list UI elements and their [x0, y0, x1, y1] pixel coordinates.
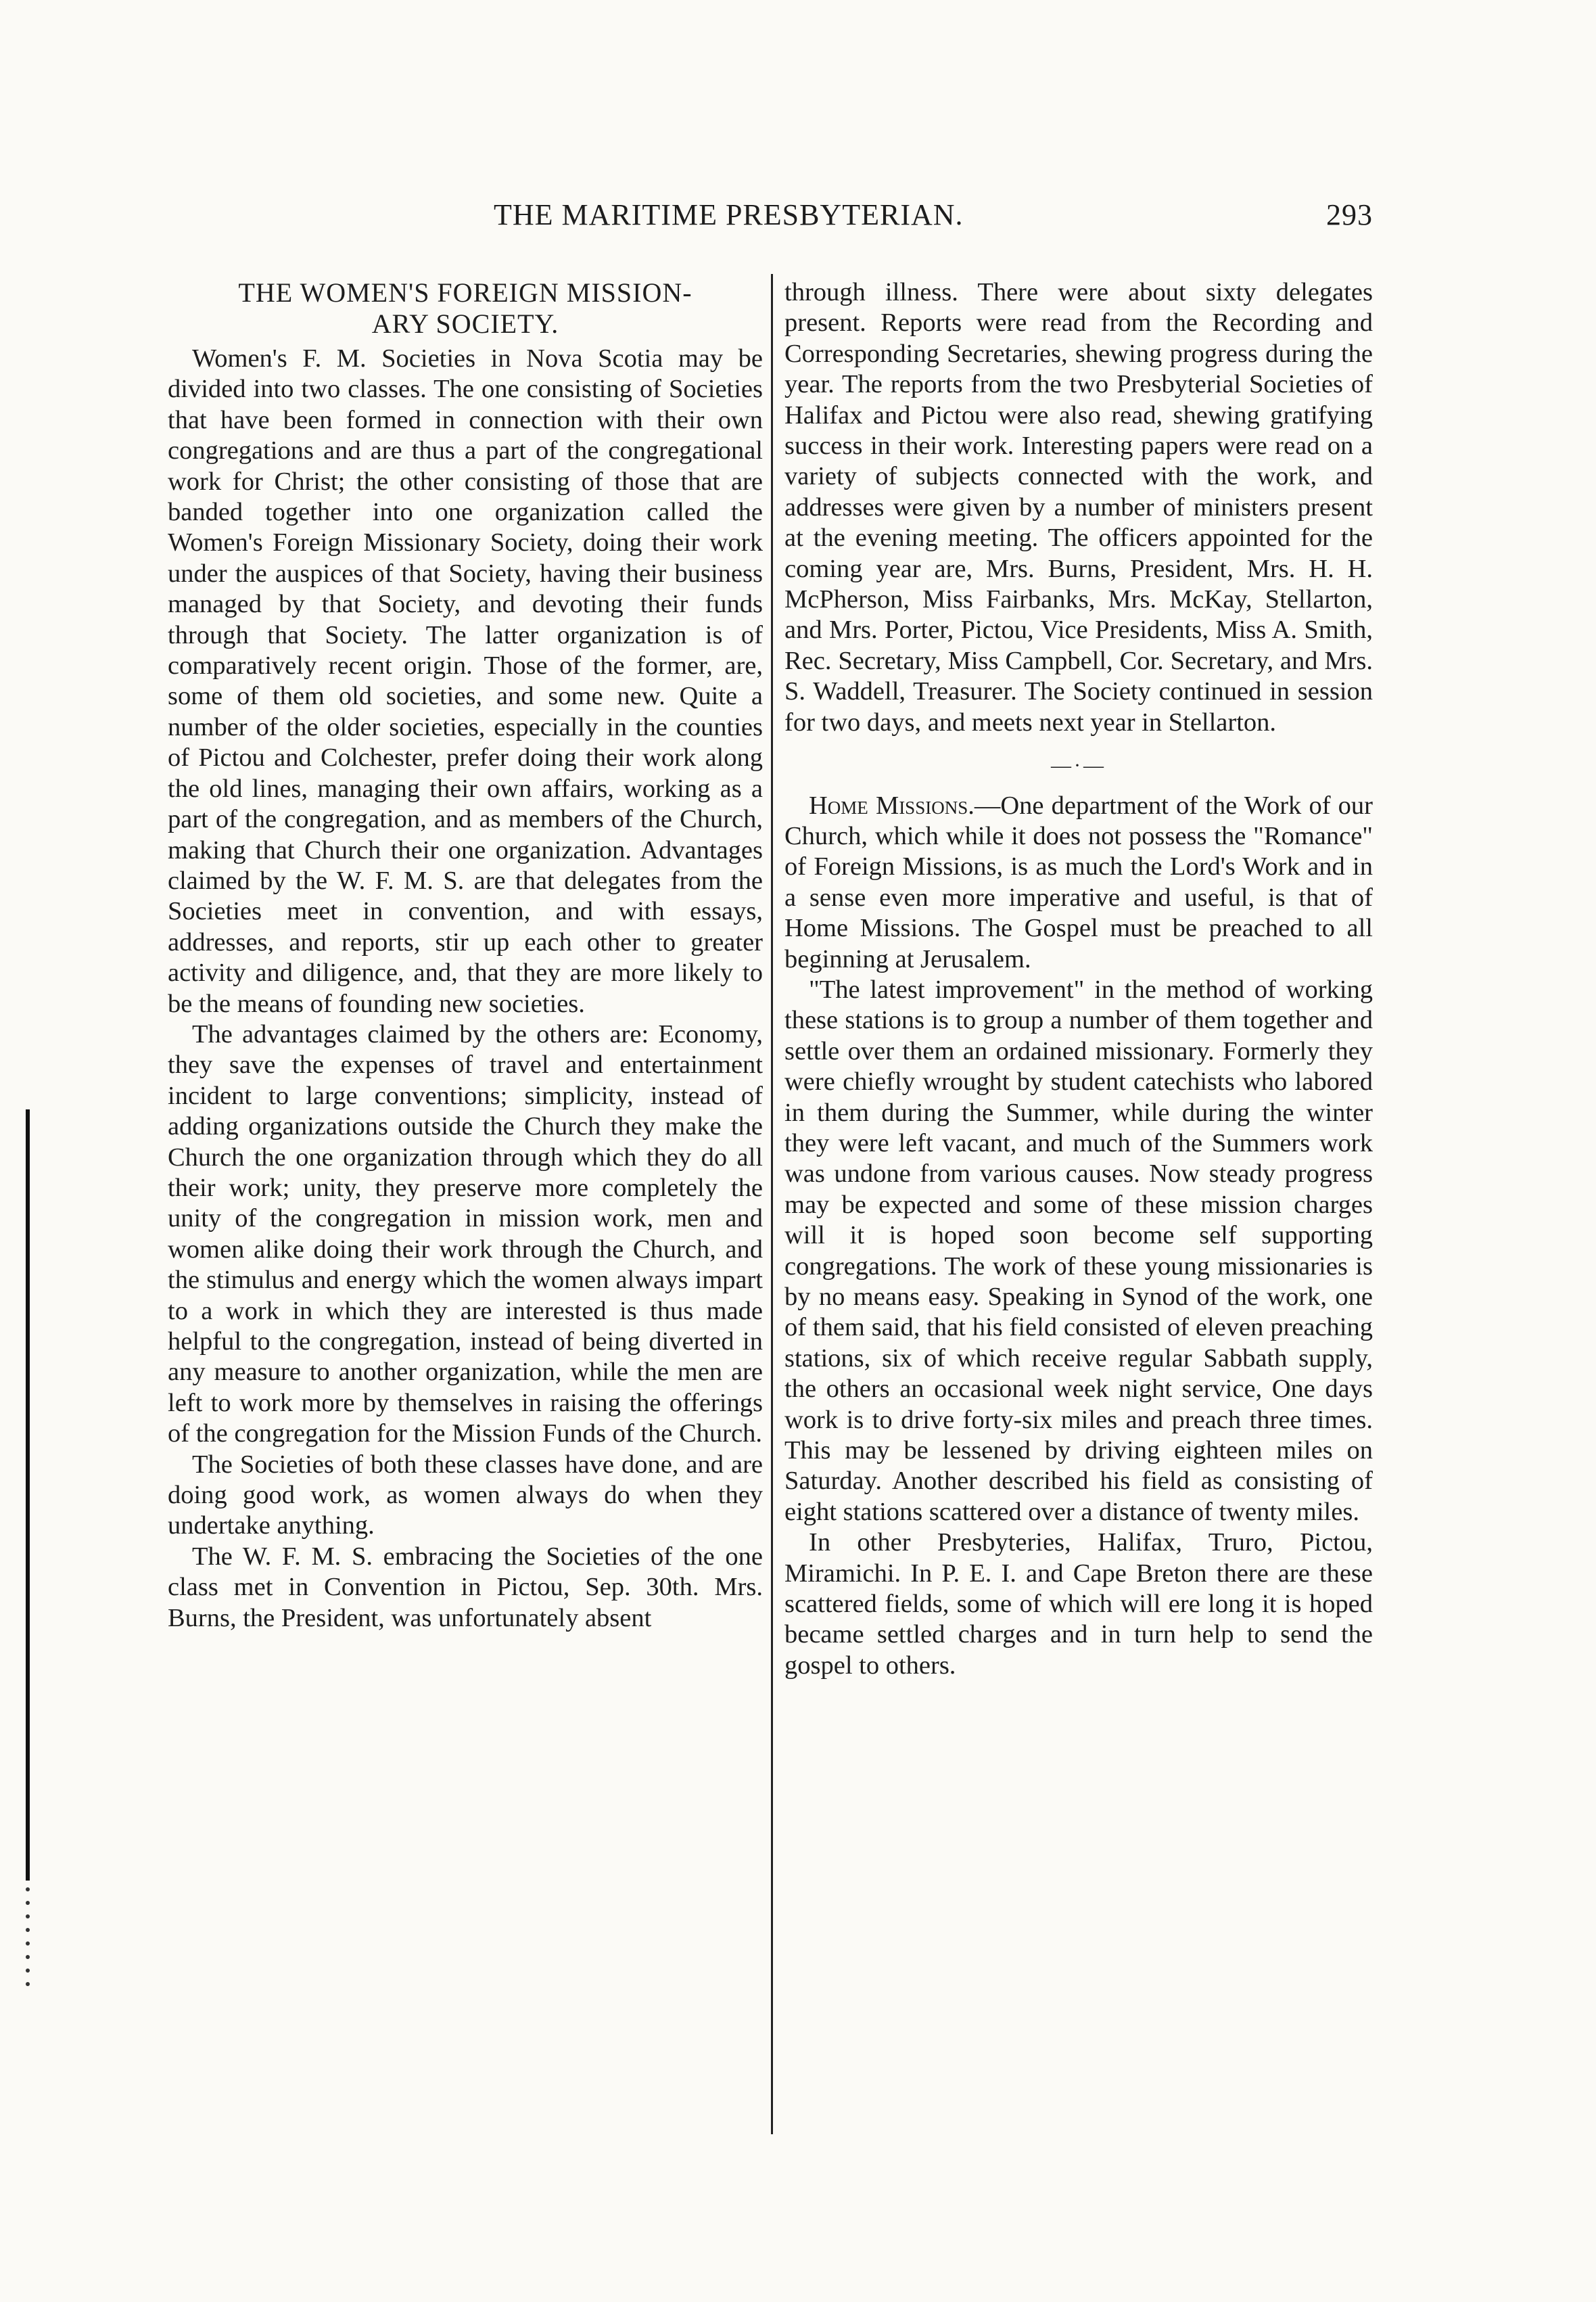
margin-mark — [26, 1109, 30, 1881]
journal-title: THE MARITIME PRESBYTERIAN. — [494, 198, 964, 231]
column-divider — [771, 274, 773, 2134]
right-column — [784, 277, 1373, 1681]
article-title — [168, 277, 763, 340]
page-number: 293 — [1326, 198, 1373, 231]
article-paragraph: The Societies of both these classes have done, and are doing good work, as women always do when they undertake anything. — [168, 1450, 763, 1540]
home-missions-text: —One department of the Work of our Church, which while it does not possess the "Romance" of Foreign Missions, is as much the Lord's Work and in a sense even more imperative and useful, is that of Home Missions. The Gospel must be preached to all beginning at Jerusalem. — [784, 791, 1374, 973]
article-paragraph: The advantages claimed by the others are: Economy, they save the expenses of travel and entertainment incident to large conventions; simplicity, instead of adding organizations outside the Church they make the Church the one organization through which they do all their work; unity, they preserve more completely the unity of the congregation in mission work, men and women alike doing their work through the Church, and the stimulus and energy which the women always impart to a work in which they are interested is thus made helpful to the congregation, instead of being diverted in any measure to another organization, while the men are left to work more by themselves in raising the offerings of the congregation for the Mission Funds of the Church. — [168, 1019, 763, 1448]
home-missions-paragraph: In other Presbyteries, Halifax, Truro, Pictou, Miramichi. In P. E. I. and Cape Breton there are these scattered fields, some of which will ere long it is hoped became settled charges and in turn help to send the gospel to others. — [784, 1528, 1373, 1680]
article-title-line: THE WOMEN'S FOREIGN MISSION- — [238, 277, 693, 308]
left-column — [168, 277, 763, 1634]
article-paragraph-continuation: through illness. There were about sixty delegates present. Reports were read from the Recording and Corresponding Secretaries, shewing progress during the year. The reports from the two Presbyterial Societies of Halifax and Pictou were also read, shewing gratifying success in their work. Interesting papers were read on a variety of subjects connected with the work, and addresses were given by a number of ministers present at the evening meeting. The officers appointed for the coming year are, Mrs. Burns, President, Mrs. H. H. McPherson, Miss Fairbanks, Mrs. McKay, Stellarton, and Mrs. Porter, Pictou, Vice Presidents, Miss A. Smith, Rec. Secretary, Miss Campbell, Cor. Secretary, and Mrs. S. Waddell, Treasurer. The Society continued in session for two days, and meets next year in Stellarton. — [784, 278, 1373, 737]
home-missions-paragraph: "The latest improvement" in the method of working these stations is to group a number of them together and settle over them an ordained missionary. Formerly they were chiefly wrought by student catechists who labored in them during the Summer, while during the winter they were left vacant, and much of the Summers work was undone from various causes. Now steady progress may be expected and some of these mission charges will it is hoped soon become self supporting congregations. The work of these young missionaries is by no means easy. Speaking in Synod of the work, one of them said, that his field consisted of eleven preaching stations, six of which receive regular Sabbath supply, the others an occasional week night service, One days work is to drive forty-six miles and preach three times. This may be lessened by driving eighteen miles on Saturday. Another described his field as consisting of eight stations scattered over a distance of twenty miles. — [784, 975, 1373, 1526]
margin-dots — [24, 1887, 31, 2043]
article-paragraph: Women's F. M. Societies in Nova Scotia may be divided into two classes. The one consisting of Societies that have been formed in connection with their own congregations and are thus a part of the congregational work for Christ; the other consisting of those that are banded together into one organization called the Women's Foreign Missionary Society, doing their work under the auspices of that Society, having their business managed by that Society, and devoting their funds through that Society. The latter organization is of comparatively recent origin. Those of the former, are, some of them old societies, and some new. Quite a number of the older societies, especially in the counties of Pictou and Colchester, prefer doing their work along the old lines, managing their own affairs, working as a part of the congregation, and as members of the Church, making that Church their one organization. Advantages claimed by the W. F. M. S. are that delegates from the Societies meet in convention, and with essays, addresses, and reports, stir up each other to greater activity and diligence, and, that they are more likely to be the means of founding new societies. — [168, 344, 763, 1018]
section-separator: —·— — [1051, 754, 1106, 777]
running-header — [494, 198, 1373, 238]
home-missions-heading: Home Missions. — [809, 791, 975, 820]
article-paragraph-continued: The W. F. M. S. embracing the Societies of the one class met in Convention in Pictou, Sep. 30th. Mrs. Burns, the President, was unfortunately absent — [168, 1542, 763, 1632]
article-title-line: ARY SOCIETY. — [371, 308, 559, 339]
home-missions-paragraph — [784, 791, 1373, 975]
